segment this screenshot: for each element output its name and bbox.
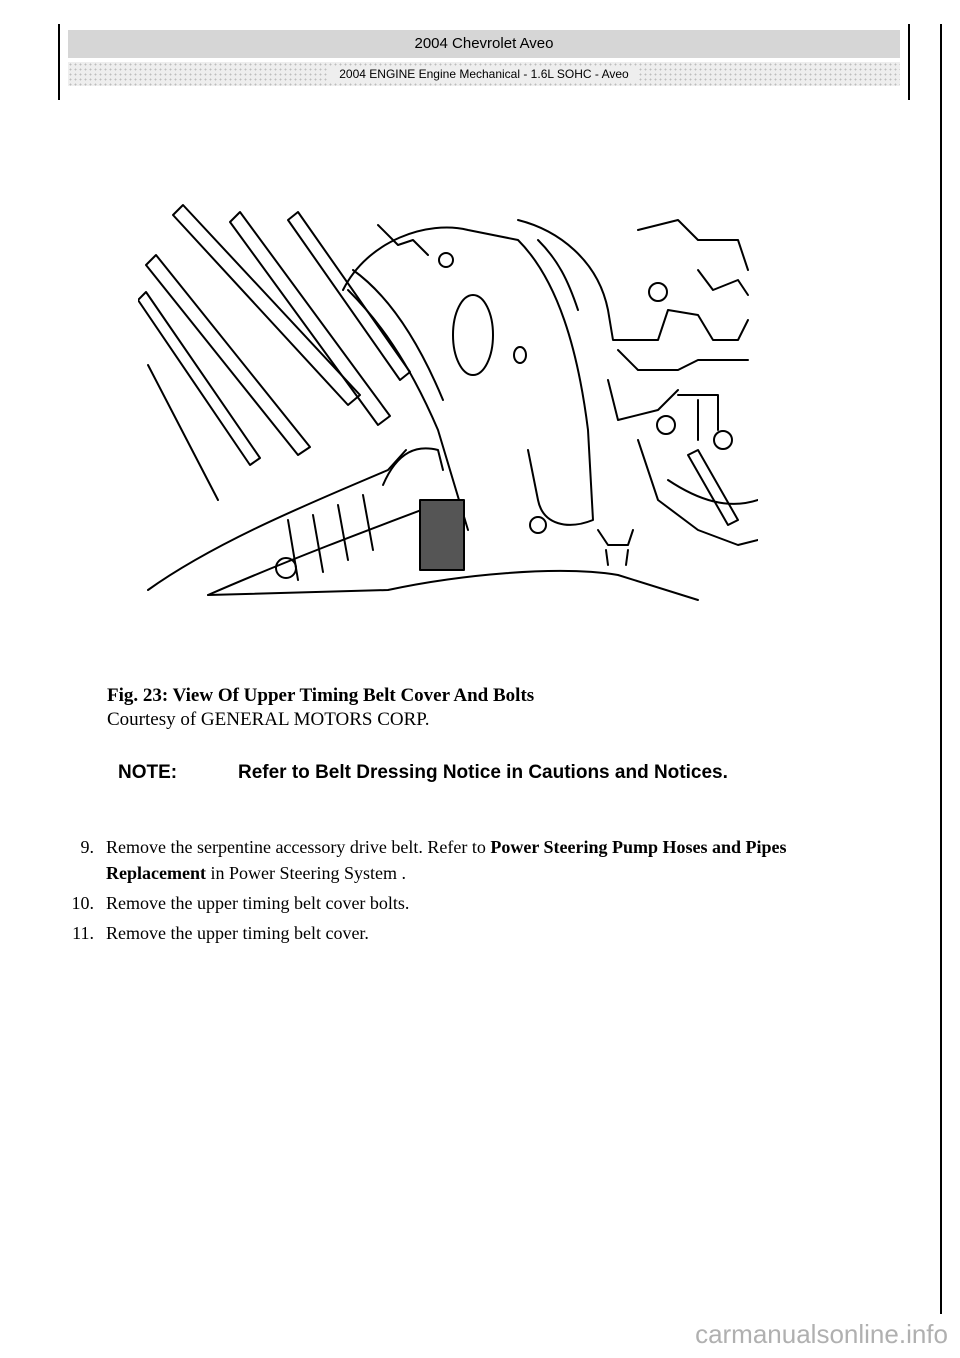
step-text: Remove the upper timing belt cover. bbox=[106, 923, 369, 943]
figure-credit: Courtesy of GENERAL MOTORS CORP. bbox=[107, 709, 430, 730]
step-text: Remove the upper timing belt cover bolts. bbox=[106, 893, 410, 913]
step-text-pre: Remove the serpentine accessory drive belt. Refer to bbox=[106, 837, 491, 857]
timing-belt-cover-illustration bbox=[138, 200, 758, 610]
step-number: 10. bbox=[71, 893, 94, 913]
note-label: NOTE: bbox=[118, 762, 178, 783]
right-margin-rule bbox=[940, 24, 942, 1314]
step-number: 9. bbox=[80, 837, 94, 857]
step-text bbox=[106, 834, 880, 886]
step-item bbox=[60, 834, 880, 886]
figure-title: Fig. 23: View Of Upper Timing Belt Cover And Bolts bbox=[107, 685, 535, 706]
document-subtitle-text: 2004 ENGINE Engine Mechanical - 1.6L SOHC - Aveo bbox=[329, 67, 638, 81]
document-subtitle bbox=[68, 62, 900, 86]
step-number: 11. bbox=[72, 923, 94, 943]
page-header bbox=[58, 24, 910, 100]
step-text-post: in Power Steering System . bbox=[205, 863, 406, 883]
step-item bbox=[60, 890, 880, 916]
note-text: Refer to Belt Dressing Notice in Cautions and Notices. bbox=[238, 762, 728, 783]
step-item bbox=[60, 920, 880, 946]
power-steering-hoses-link[interactable]: Power Steering Pump Hoses and Pipes Replacement bbox=[106, 837, 787, 883]
procedure-steps bbox=[60, 834, 880, 950]
document-title: 2004 Chevrolet Aveo bbox=[68, 30, 900, 58]
watermark: carmanualsonline.info bbox=[695, 1319, 948, 1349]
figure-caption bbox=[107, 684, 534, 732]
